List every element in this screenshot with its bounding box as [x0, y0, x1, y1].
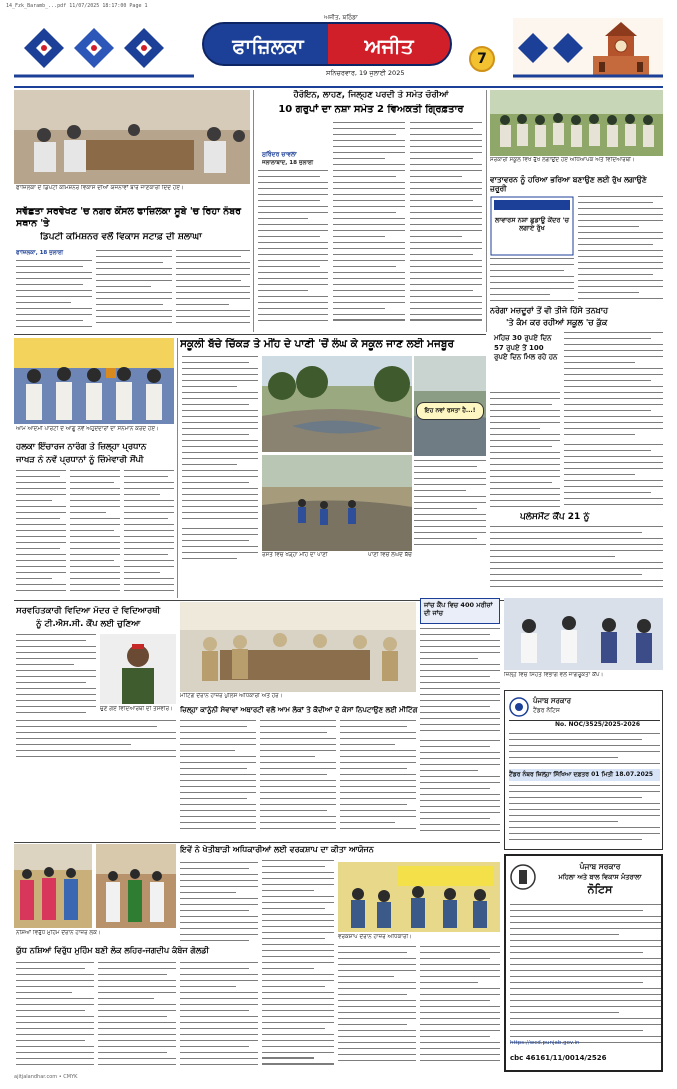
tree-plantation-photo: [490, 90, 663, 156]
police-meeting-caption: ਮੀਟਿੰਗ ਦੌਰਾਨ ਹਾਜ਼ਰ ਪੁਲਿਸ ਅਧਿਕਾਰੀ ਅਤੇ ਹੋਰ।: [180, 693, 283, 699]
speech-bubble-text: ਇਹ ਨਵਾਂ ਰਸਤਾ ਹੈ...!: [424, 407, 476, 414]
masthead-rule: [14, 86, 663, 88]
text-column: [260, 720, 336, 838]
text-column: [262, 860, 334, 1070]
main-story-headline: ਸਕੂਲੀ ਬੱਚੇ ਚਿੱਕੜ ਤੇ ਮੀਂਹ ਦੇ ਪਾਣੀ 'ਚੋਂ ਲੰਘ ਕੇ ਸਕੂਲ ਜਾਣ ਲਈ ਮਜਬੂਰ: [180, 338, 454, 350]
flooded-road-photo: [262, 356, 412, 452]
top-headline-1: ਹੈਰੋਇਨ, ਲਾਹਣ, ਜਿਲ੍ਹਣ ਪਰਦੀ ਤੇ ਸਮੇਤ ਚੋਰੀਆਂ: [293, 90, 449, 100]
text-column: [176, 250, 250, 332]
text-column: [414, 460, 486, 548]
tender-ad-header: [509, 695, 660, 721]
print-slug: 14_Fzk_Baramb_...pdf 11/07/2025 18:17:00 Page 1: [6, 3, 148, 9]
dateline: ਫਾਜ਼ਿਲਕਾ, 18 ਜੁਲਾਈ: [16, 250, 64, 256]
left-top-subheadline: ਡਿਪਟੀ ਕਮਿਸ਼ਨਰ ਵਲੋਂ ਵਿਕਾਸ ਸਟਾਫ਼ ਦੀ ਸ਼ਲਾਘਾ: [40, 232, 202, 242]
left-low-headline-2: ਨੂੰ ਟੀ.ਐਸ.ਸੀ. ਕੈਂਪ ਲਈ ਚੁਣਿਆ: [36, 619, 141, 629]
anti-drug-headline: ਯੁੱਧ ਨਸ਼ਿਆਂ ਵਿਰੁੱਧ ਮੁਹਿੰਮ ਬਣੀ ਲੋਕ ਲਹਿਰ-ਜਗਦੀਪ ਕੰਬੋਜ ਗੋਲਡੀ: [16, 946, 209, 955]
masthead: [14, 14, 663, 86]
dateline: ਜਲਾਲਾਬਾਦ, 18 ਜੁਲਾਈ: [262, 160, 314, 166]
clock-tower-illustration: [513, 18, 663, 80]
section-rule: [14, 334, 486, 335]
party-event-caption: ਆਮ ਆਦਮੀ ਪਾਰਟੀ ਦੇ ਆਗੂ ਨਵੇਂ ਅਹੁਦੇਦਾਰਾਂ ਦਾ ਸਨਮਾਨ ਕਰਦੇ ਹੋਏ।: [16, 426, 159, 432]
notice-body-text: [510, 904, 661, 1050]
left-mid-headline: ਹਲਕਾ ਇੰਚਾਰਜ ਨਾਰੰਗ ਤੇ ਜ਼ਿਲ੍ਹਾ ਪ੍ਰਧਾਨ: [16, 442, 147, 452]
notice-website-link[interactable]: https://wcd.punjab.gov.in: [510, 1040, 580, 1046]
logo-city-name: ਫਾਜ਼ਿਲਕਾ: [204, 24, 332, 66]
notice-title: ਨੋਟਿਸ: [587, 883, 613, 896]
notice-box-text: ਲਾਵਾਰਸ ਨਸ਼ਾ ਛੁਡਾਊ ਕੇਂਦਰ 'ਚ ਲਗਾਏ ਰੁੱਖ: [494, 216, 570, 232]
text-column: [258, 122, 328, 332]
text-column: [182, 528, 258, 568]
top-headline-2: 10 ਗਰੁਪਾਂ ਦਾ ਨਸ਼ਾ ਸਮੇਤ 2 ਵਿਅਕਤੀ ਗ੍ਰਿਫ਼ਤਾਰ: [278, 104, 464, 115]
text-column: [410, 122, 482, 332]
text-column: [340, 720, 416, 838]
government-notice-ad: [504, 854, 663, 1072]
medical-camp-box: [420, 598, 500, 624]
left-low-headline: ਸਰਵਹਿਤਕਾਰੀ ਵਿਦਿਆ ਮੰਦਰ ਦੇ ਵਿਦਿਆਰਥੀ: [16, 606, 161, 616]
left-mid-headline-2: ਜਾਖੜ ਨੇ ਨਵੇਂ ਪ੍ਰਧਾਨਾਂ ਨੂੰ ਜ਼ਿੰਮੇਵਾਰੀ ਸੌਂਪੀ: [16, 455, 144, 465]
medical-camp-headline: ਜਾਂਚ ਕੈਂਪ ਵਿਚ 400 ਮਰੀਜ਼ਾਂ ਦੀ ਜਾਂਚ: [424, 601, 493, 617]
notice-box: [490, 196, 574, 256]
police-meeting-photo: [180, 602, 416, 692]
text-column: [16, 634, 96, 718]
column-divider: [486, 90, 487, 332]
text-column: [180, 720, 256, 838]
party-event-photo: [14, 338, 174, 424]
text-column: [180, 962, 258, 1070]
notice-header: [510, 860, 661, 900]
text-column: [420, 946, 500, 1070]
text-column: [98, 962, 176, 1070]
placement-camp-headline: ਪਲੇਸਮੈਂਟ ਕੈਂਪ 21 ਨੂੰ: [520, 512, 590, 522]
meeting-photo-caption: ਫਾਜ਼ਿਲਕਾ ਦੇ ਡਿਪਟੀ ਕਮਿਸ਼ਨਰ ਵਿਕਾਸ ਦੀਆਂ ਯੋਜਨਾਵਾਂ ਬਾਰੇ ਜਾਣਕਾਰੀ ਦਿੰਦੇ ਹੋਏ।: [16, 185, 184, 191]
quote-text: ਮਹਿਜ਼ 30 ਰੁਪਏ ਦਿਨ 57 ਰੁਪਏ ਤੋਂ 100 ਰੁਪਏ ਦਿਨ ਮਿਲ ਰਹੇ ਹਨ: [494, 334, 558, 361]
text-column: [180, 862, 258, 944]
quote-box: [490, 332, 560, 388]
notice-code: cbc 46161/11/0014/2526: [510, 1054, 607, 1062]
student-photo: [100, 634, 176, 704]
logo-paper-name: ਅਜੀਤ: [328, 24, 450, 66]
rally-photo-left: [14, 844, 92, 928]
text-column: [16, 250, 92, 332]
page-footer: ajitjalandhar.com • CMYK: [14, 1074, 78, 1080]
masthead-top-label: ਅਜੀਤ, ਬਠਿੰਡਾ: [324, 14, 358, 21]
cook-wages-headline: ਨਰੇਗਾ ਮਜ਼ਦੂਰਾਂ ਤੋਂ ਵੀ ਤੀਜੇ ਹਿੱਸੇ ਤਨਖ਼ਾਹ: [490, 306, 609, 315]
text-column: [333, 122, 405, 332]
text-column: [420, 628, 500, 736]
page-number: 7: [469, 46, 495, 72]
speech-bubble: [416, 402, 484, 420]
tender-text: [509, 733, 660, 767]
workshop-photo: [338, 862, 500, 932]
text-column: [490, 392, 560, 510]
notice-govt-heading: ਪੰਜਾਬ ਸਰਕਾਰ: [579, 862, 621, 871]
rally-photo-right: [96, 844, 176, 928]
text-column: [338, 946, 416, 1070]
notice-department: ਮਹਿਲਾ ਅਤੇ ਬਾਲ ਵਿਕਾਸ ਮੰਤਰਾਲਾ: [558, 873, 642, 881]
workshop-headline: ਇਵੇਂ ਨੇ ਖੇਤੀਬਾੜੀ ਅਧਿਕਾਰੀਆਂ ਲਈ ਵਰਕਸ਼ਾਪ ਦਾ ਕੀਤਾ ਆਯੋਜਨ: [180, 845, 374, 854]
text-column: [16, 962, 94, 1070]
tender-number: No. NOC/3525/2025-2026: [555, 721, 641, 728]
reporter-byline: ਸੁਰਿੰਦਰ ਚਾਵਲਾ: [262, 151, 297, 158]
children-walking-photo: [262, 455, 412, 551]
health-camp-caption: ਜ਼ਿਲ੍ਹੇ ਵਿਚ ਸਿਹਤ ਵਿਭਾਗ ਵਲੋਂ ਜਾਗਰੂਕਤਾ ਕੈਂਪ।: [504, 672, 604, 678]
column-divider: [253, 90, 254, 332]
children-caption: ਪਾਣੀ ਵਿਚੋਂ ਲੰਘਦੇ ਬੱਚੇ: [368, 552, 412, 558]
text-column: [420, 740, 500, 838]
text-column: [578, 196, 663, 306]
meeting-photo: [14, 90, 250, 184]
section-rule: [14, 842, 500, 843]
tender-reference: ਟੈਂਡਰ ਨੰਬਰ ਜ਼ਿਲ੍ਹਾ ਸਿੱਖਿਆ ਦਫ਼ਤਰ 01 ਮਿਤੀ 18.07.2025: [509, 769, 660, 781]
legal-services-headline: ਜ਼ਿਲ੍ਹਾ ਕਾਨੂੰਨੀ ਸੇਵਾਵਾਂ ਅਥਾਰਟੀ ਵਲੋਂ ਆਮ ਲੋਕਾਂ ਤੇ ਕੈਦੀਆਂ ਦੇ ਕੇਸਾਂ ਨਿਪਟਾਉਣ ਲਈ ਮੀਟਿੰਗ: [180, 706, 418, 714]
flooded-road-caption: ਰਸਤੇ ਵਿਚ ਖੜ੍ਹਾ ਮੀਂਹ ਦਾ ਪਾਣੀ: [262, 552, 328, 558]
text-column: [564, 332, 663, 442]
tender-heading: ਪੰਜਾਬ ਸਰਕਾਰ: [533, 697, 572, 705]
workshop-caption: ਵਰਕਸ਼ਾਪ ਦੌਰਾਨ ਹਾਜ਼ਰ ਅਧਿਕਾਰੀ।: [338, 934, 412, 940]
text-column: [182, 356, 258, 526]
text-column: [490, 258, 574, 306]
text-column: [16, 470, 66, 598]
tender-table-text: [509, 785, 660, 847]
text-column: [564, 444, 663, 510]
edition-date: ਸਨਿਚਰਵਾਰ, 19 ਜੁਲਾਈ 2025: [326, 69, 405, 77]
cook-wages-headline-2: 'ਤੇ ਕੰਮ ਕਰ ਰਹੀਆਂ ਸਕੂਲ 'ਚ ਕੁੱਕ: [506, 318, 608, 327]
left-top-headline: ਸਵੱਛਤਾ ਸਰਵੇਖਣ 'ਚ ਨਗਰ ਕੌਂਸਲ ਫਾਜ਼ਿਲਕਾ ਸੂਬੇ 'ਚ ਰਿਹਾ ਨੰਬਰ ਸਥਾਨ 'ਤੇ: [16, 206, 242, 229]
decorative-pattern-left: [14, 18, 194, 80]
health-camp-photo: [504, 598, 663, 670]
environment-headline: ਵਾਤਾਵਰਨ ਨੂੰ ਹਰਿਆ ਭਰਿਆ ਬਣਾਉਣ ਲਈ ਰੁੱਖ ਲਗਾਉਣੇ ਜ਼ਰੂਰੀ: [490, 175, 647, 193]
rally-caption: ਨਸ਼ਿਆਂ ਵਿਰੁੱਧ ਮੁਹਿੰਮ ਦੌਰਾਨ ਹਾਜ਼ਰ ਲੋਕ।: [16, 930, 101, 936]
tender-subheading: ਟੈਂਡਰ ਨੋਟਿਸ: [533, 707, 560, 714]
text-column: [70, 470, 120, 598]
tree-plantation-caption: ਸਰਕਾਰੀ ਸਕੂਲ ਵਿਖੇ ਰੁੱਖ ਲਗਾਉਂਦੇ ਹੋਏ ਅਧਿਆਪਕ ਅਤੇ ਵਿਦਿਆਰਥੀ।: [490, 157, 635, 163]
column-divider: [177, 338, 178, 598]
text-column: [124, 470, 174, 598]
govt-emblem-icon: [510, 864, 536, 890]
text-column: [96, 250, 172, 332]
newspaper-logo: [202, 22, 452, 66]
text-column: [490, 526, 663, 596]
text-column: [16, 720, 176, 760]
student-caption: ਚੁਣੇ ਗਏ ਵਿਦਿਆਰਥੀ ਦੀ ਤਸਵੀਰ।: [100, 706, 173, 712]
punjab-emblem-icon: [509, 697, 529, 717]
tender-ad: [504, 690, 663, 850]
